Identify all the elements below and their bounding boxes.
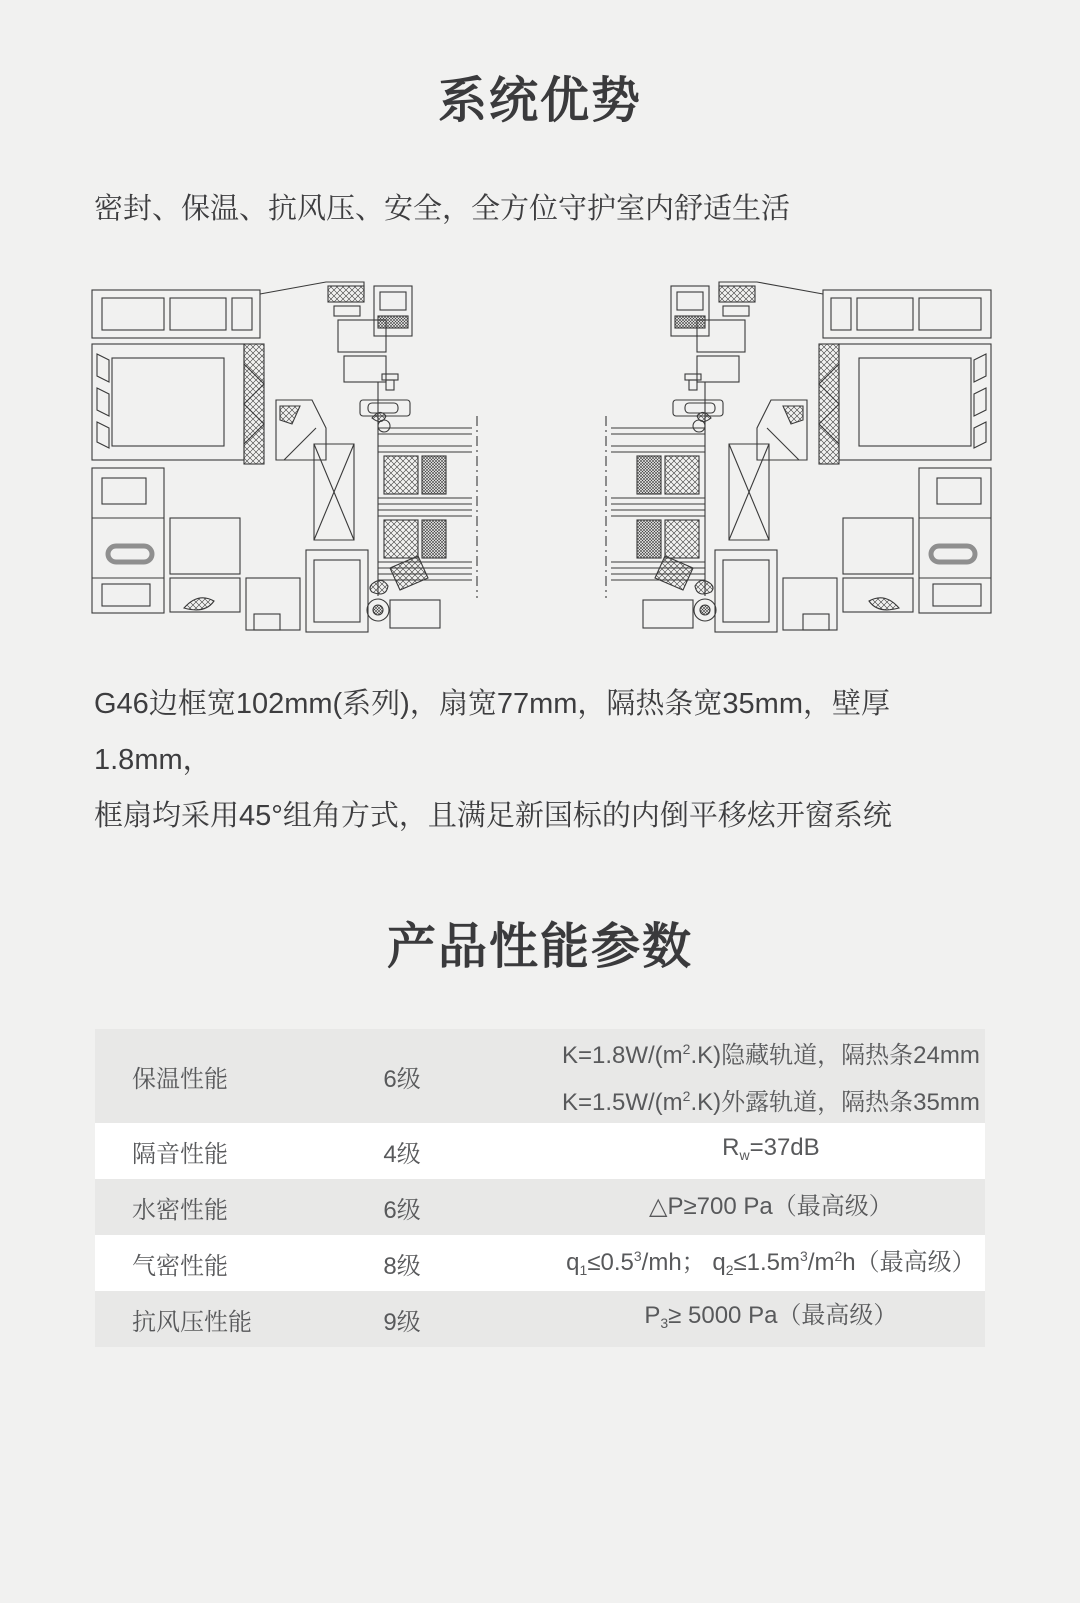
- description-line-1: G46边框宽102mm(系列)，扇宽77mm，隔热条宽35mm，壁厚1.8mm，: [94, 688, 890, 776]
- section-title-system-advantages: 系统优势: [437, 74, 642, 128]
- table-row: [95, 1123, 985, 1179]
- row-label: 气密性能: [132, 1252, 228, 1280]
- window-profile-drawing-left: [88, 278, 483, 645]
- row-value: $K=1.8W/(m^2.K)$隐藏轨道，隔热条24mm $K=1.5W/(m^2.K)$外露轨道，隔热条35mm: [561, 1041, 980, 1116]
- row-grade: 4级: [383, 1140, 421, 1168]
- table-row: [95, 1235, 985, 1291]
- table-row: [95, 1029, 985, 1123]
- description-line-2: 框扇均采用45°组角方式，且满足新国标的内倒平移炫开窗系统: [94, 800, 892, 832]
- row-grade: 9级: [383, 1308, 421, 1336]
- window-profile-drawing-right: [600, 278, 995, 645]
- row-label: 抗风压性能: [132, 1308, 252, 1336]
- section-title-performance-params: 产品性能参数: [386, 920, 693, 974]
- row-value: △P≥700 Pa（最高级）: [649, 1193, 893, 1220]
- row-value: $R_w=37dB$: [722, 1133, 820, 1163]
- performance-table: [95, 1029, 985, 1347]
- row-value: $P_3\ge 5000$ Pa（最高级）: [644, 1301, 898, 1331]
- table-row: [95, 1291, 985, 1347]
- row-label: 水密性能: [132, 1196, 228, 1224]
- profile-drawings: [88, 278, 995, 645]
- row-grade: 8级: [383, 1252, 421, 1280]
- row-label: 保温性能: [132, 1065, 228, 1093]
- row-grade: 6级: [383, 1196, 421, 1224]
- table-row: [95, 1179, 985, 1235]
- product-description: [94, 676, 994, 844]
- row-grade: 6级: [383, 1065, 421, 1093]
- row-value: $q_1\le 0.5^3/mh$； $q_2\le 1.5m^3/m^2h$（最高级）: [566, 1248, 976, 1278]
- advantages-subtitle: 密封、保温、抗风压、安全，全方位守护室内舒适生活: [94, 193, 791, 225]
- row-label: 隔音性能: [132, 1140, 228, 1168]
